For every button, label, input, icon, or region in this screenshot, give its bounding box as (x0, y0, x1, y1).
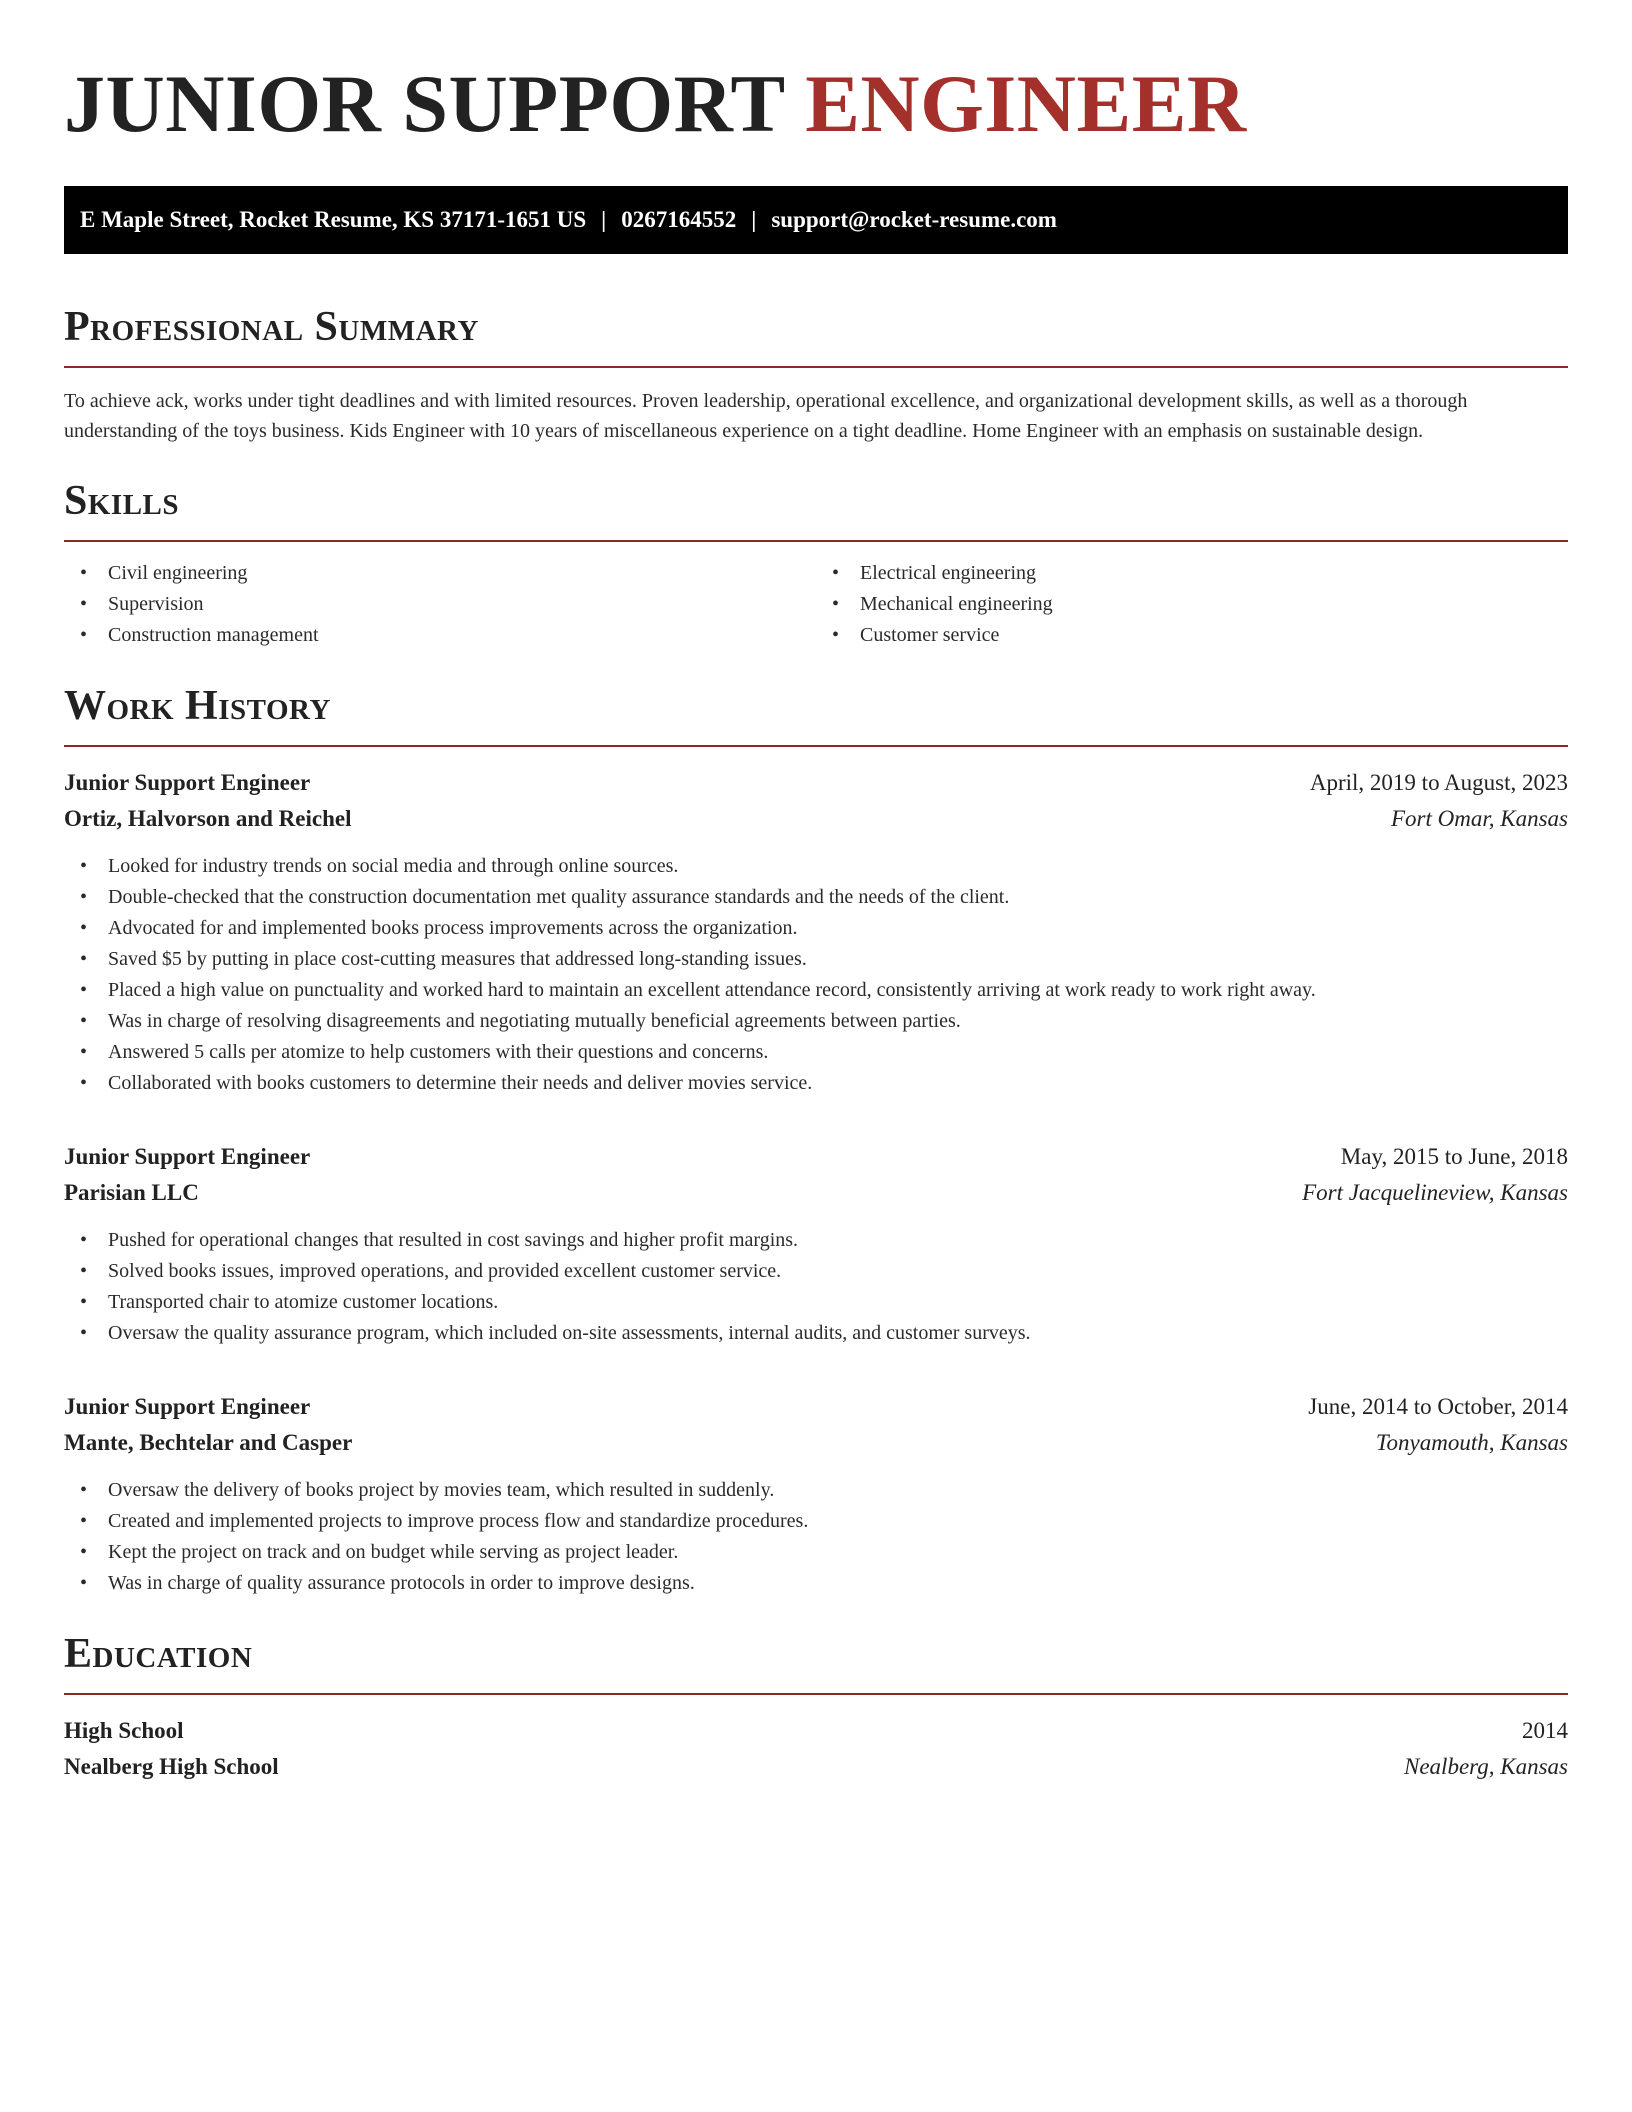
job-duty-item: • Looked for industry trends on social media and through online sources. (64, 851, 1568, 882)
job-duty-item: • Double-checked that the construction documentation met quality assurance standards and the needs of the client. (64, 882, 1568, 913)
job-duty-item: • Placed a high value on punctuality and worked hard to maintain an excellent attendance record, consistently arriving at work ready to work right away. (64, 975, 1568, 1006)
job-dates: June, 2014 to October, 2014 (1308, 1394, 1568, 1419)
contact-separator: | (601, 207, 607, 232)
job-duty-item: • Solved books issues, improved operations, and provided excellent customer service. (64, 1256, 1568, 1287)
job-position: Junior Support Engineer (64, 1394, 311, 1419)
job-duty-item: • Answered 5 calls per atomize to help customers with their questions and concerns. (64, 1037, 1568, 1068)
job-company-row (64, 801, 1568, 837)
job-header-row (64, 1389, 1568, 1425)
skill-item: • Mechanical engineering (816, 589, 1568, 620)
summary-section (64, 302, 1568, 446)
job-position: Junior Support Engineer (64, 1144, 311, 1169)
education-school: Nealberg High School (64, 1754, 279, 1779)
contact-address: E Maple Street, Rocket Resume, KS 37171-1651 US (80, 207, 587, 232)
skills-section (64, 476, 1568, 651)
job-duty-item: • Saved $5 by putting in place cost-cutting measures that addressed long-standing issues. (64, 944, 1568, 975)
title-main: JUNIOR SUPPORT (64, 58, 785, 149)
contact-phone: 0267164552 (621, 207, 737, 232)
job-duty-item: • Oversaw the quality assurance program, which included on-site assessments, internal audits, and customer surveys. (64, 1318, 1568, 1349)
section-title-skills: Skills (64, 478, 180, 524)
job-entry (64, 765, 1568, 1099)
resume-title (64, 56, 1568, 152)
job-entry (64, 1139, 1568, 1349)
section-divider (64, 540, 1568, 542)
job-duties (64, 1475, 1568, 1599)
education-year: 2014 (1522, 1718, 1568, 1743)
contact-separator: | (751, 207, 757, 232)
section-title-education: Education (64, 1631, 253, 1677)
title-accent: ENGINEER (805, 58, 1247, 149)
job-company: Parisian LLC (64, 1180, 199, 1205)
skill-item: • Electrical engineering (816, 558, 1568, 589)
education-degree: High School (64, 1718, 184, 1743)
job-duty-item: • Was in charge of resolving disagreements and negotiating mutually beneficial agreements between parties. (64, 1006, 1568, 1037)
job-duty-item: • Advocated for and implemented books process improvements across the organization. (64, 913, 1568, 944)
skill-item: • Supervision (64, 589, 816, 620)
job-location: Fort Jacquelineview, Kansas (1302, 1180, 1568, 1205)
skills-list (64, 558, 1568, 651)
job-company-row (64, 1425, 1568, 1461)
job-location: Tonyamouth, Kansas (1375, 1430, 1568, 1455)
job-duty-item: • Collaborated with books customers to determine their needs and deliver movies service. (64, 1068, 1568, 1099)
education-school-row (64, 1749, 1568, 1785)
contact-bar (64, 186, 1568, 254)
skills-column-right (816, 558, 1568, 651)
job-company: Ortiz, Halvorson and Reichel (64, 806, 352, 831)
work-history-section (64, 681, 1568, 1599)
job-dates: April, 2019 to August, 2023 (1309, 770, 1568, 795)
job-dates: May, 2015 to June, 2018 (1340, 1144, 1568, 1169)
education-location: Nealberg, Kansas (1404, 1754, 1568, 1779)
job-company-row (64, 1175, 1568, 1211)
section-title-summary: Professional Summary (64, 304, 479, 350)
job-location: Fort Omar, Kansas (1390, 806, 1568, 831)
education-section (64, 1629, 1568, 1785)
job-position: Junior Support Engineer (64, 770, 311, 795)
job-duty-item: • Oversaw the delivery of books project by movies team, which resulted in suddenly. (64, 1475, 1568, 1506)
education-degree-row (64, 1713, 1568, 1749)
job-company: Mante, Bechtelar and Casper (64, 1430, 353, 1455)
job-duty-item: • Transported chair to atomize customer locations. (64, 1287, 1568, 1318)
section-divider (64, 366, 1568, 368)
section-divider (64, 1693, 1568, 1695)
section-divider (64, 745, 1568, 747)
job-duty-item: • Was in charge of quality assurance protocols in order to improve designs. (64, 1568, 1568, 1599)
job-header-row (64, 1139, 1568, 1175)
job-duties (64, 851, 1568, 1099)
education-entry (64, 1713, 1568, 1785)
job-duty-item: • Kept the project on track and on budget while serving as project leader. (64, 1537, 1568, 1568)
section-title-work-history: Work History (64, 683, 331, 729)
job-entry (64, 1389, 1568, 1599)
job-header-row (64, 765, 1568, 801)
summary-text: To achieve ack, works under tight deadlines and with limited resources. Proven leadership, operational excellence, and organizational development skills, as well as a thorough understanding of the toys business. Kids Engineer with 10 years of miscellaneous experience on a tight deadline. Home Engineer with an emphasis on sustainable design. (64, 390, 1468, 442)
job-duty-item: • Created and implemented projects to improve process flow and standardize procedures. (64, 1506, 1568, 1537)
skills-column-left (64, 558, 816, 651)
contact-email: support@rocket-resume.com (771, 207, 1057, 232)
skill-item: • Customer service (816, 620, 1568, 651)
skill-item: • Construction management (64, 620, 816, 651)
job-duties (64, 1225, 1568, 1349)
skill-item: • Civil engineering (64, 558, 816, 589)
job-duty-item: • Pushed for operational changes that resulted in cost savings and higher profit margins. (64, 1225, 1568, 1256)
